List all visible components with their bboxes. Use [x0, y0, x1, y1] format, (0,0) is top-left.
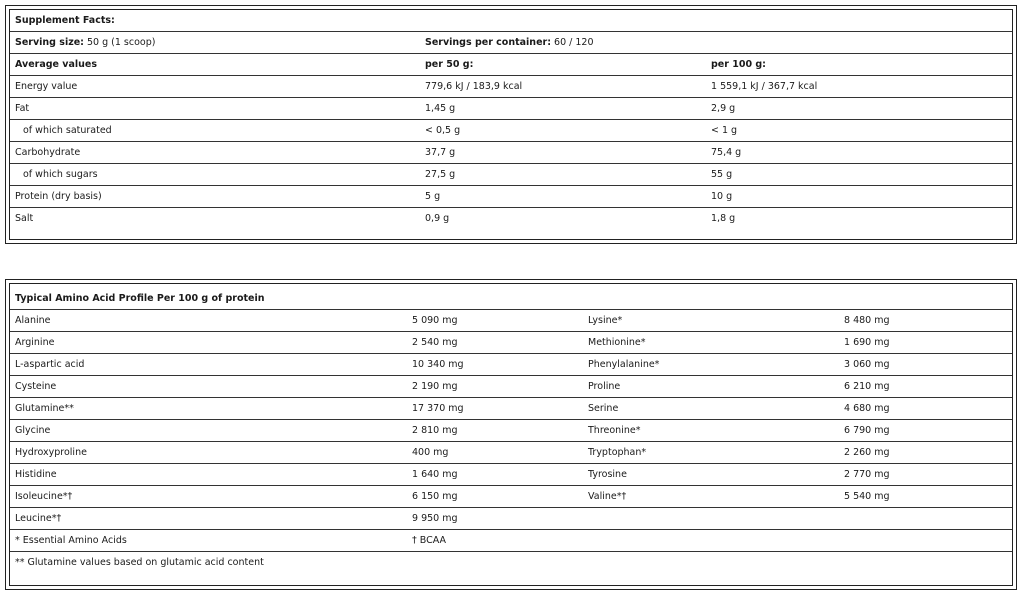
- table-row: [10, 464, 1012, 486]
- table-row: [10, 76, 1012, 98]
- servings-value: 60 / 120: [551, 37, 594, 48]
- nutrient-per-100g: 2,9 g: [711, 103, 736, 114]
- nutrient-per-50g: 779,6 kJ / 183,9 kcal: [425, 81, 523, 92]
- nutrient-per-50g: < 0,5 g: [425, 125, 461, 136]
- nutrient-name: of which sugars: [23, 169, 98, 180]
- amino-title: Typical Amino Acid Profile Per 100 g of protein: [15, 293, 265, 304]
- amino-name: Threonine*: [588, 425, 641, 436]
- amino-name: Valine*†: [588, 491, 627, 502]
- amino-value: 17 370 mg: [412, 403, 464, 414]
- amino-value: 3 060 mg: [844, 359, 890, 370]
- footnote-row: [10, 552, 1012, 574]
- nutrient-per-50g: 0,9 g: [425, 213, 450, 224]
- nutrient-name: Fat: [15, 103, 30, 114]
- amino-value: 2 770 mg: [844, 469, 890, 480]
- amino-value: 2 260 mg: [844, 447, 890, 458]
- amino-name: Cysteine: [15, 381, 57, 392]
- amino-name: Methionine*: [588, 337, 646, 348]
- table-row: [10, 310, 1012, 332]
- amino-name: Glutamine**: [15, 403, 74, 414]
- amino-value: 4 680 mg: [844, 403, 890, 414]
- amino-name: Alanine: [15, 315, 51, 326]
- supplement-header-row: [10, 54, 1012, 76]
- amino-value: 1 690 mg: [844, 337, 890, 348]
- amino-value: 5 540 mg: [844, 491, 890, 502]
- header-average-values: Average values: [15, 59, 98, 70]
- amino-value: 10 340 mg: [412, 359, 464, 370]
- amino-name: Proline: [588, 381, 621, 392]
- nutrient-name: Protein (dry basis): [15, 191, 102, 202]
- glutamine-note: ** Glutamine values based on glutamic acid content: [15, 557, 264, 568]
- amino-name: Serine: [588, 403, 619, 414]
- essential-amino-note: * Essential Amino Acids: [15, 535, 127, 546]
- table-row: [10, 354, 1012, 376]
- amino-value: 6 210 mg: [844, 381, 890, 392]
- amino-value: 9 950 mg: [412, 513, 458, 524]
- nutrient-name: Salt: [15, 213, 34, 224]
- amino-value: 6 150 mg: [412, 491, 458, 502]
- header-per-50g: per 50 g:: [425, 59, 474, 70]
- table-row: [10, 508, 1012, 530]
- amino-value: 6 790 mg: [844, 425, 890, 436]
- amino-name: Histidine: [15, 469, 57, 480]
- table-row: [10, 142, 1012, 164]
- amino-value: 400 mg: [412, 447, 449, 458]
- nutrient-per-50g: 27,5 g: [425, 169, 456, 180]
- amino-name: Lysine*: [588, 315, 623, 326]
- nutrient-name: Carbohydrate: [15, 147, 81, 158]
- table-row: [10, 98, 1012, 120]
- footnote-row: [10, 530, 1012, 552]
- table-row: [10, 120, 1012, 142]
- nutrient-name: Energy value: [15, 81, 78, 92]
- amino-acid-inner-border: [9, 283, 1013, 586]
- serving-size: [15, 32, 155, 53]
- table-row: [10, 398, 1012, 420]
- nutrient-per-50g: 1,45 g: [425, 103, 456, 114]
- table-row: [10, 442, 1012, 464]
- table-row: [10, 376, 1012, 398]
- amino-acid-profile-table: [5, 279, 1017, 590]
- serving-size-value: 50 g (1 scoop): [83, 37, 156, 48]
- amino-value: 1 640 mg: [412, 469, 458, 480]
- amino-name: Phenylalanine*: [588, 359, 660, 370]
- nutrient-per-50g: 37,7 g: [425, 147, 456, 158]
- amino-value: 8 480 mg: [844, 315, 890, 326]
- table-row: [10, 208, 1012, 230]
- table-row: [10, 486, 1012, 508]
- supplement-title: Supplement Facts:: [15, 15, 115, 26]
- amino-name: Hydroxyproline: [15, 447, 87, 458]
- table-row: [10, 420, 1012, 442]
- table-row: [10, 164, 1012, 186]
- nutrient-per-100g: 75,4 g: [711, 147, 742, 158]
- table-row: [10, 332, 1012, 354]
- bcaa-note: † BCAA: [412, 535, 447, 546]
- serving-row: [10, 32, 1012, 54]
- nutrient-per-50g: 5 g: [425, 191, 441, 202]
- supplement-title-row: [10, 10, 1012, 32]
- nutrient-per-100g: 1 559,1 kJ / 367,7 kcal: [711, 81, 818, 92]
- nutrient-per-100g: 10 g: [711, 191, 733, 202]
- amino-value: 5 090 mg: [412, 315, 458, 326]
- nutrient-per-100g: 55 g: [711, 169, 733, 180]
- header-per-100g: per 100 g:: [711, 59, 766, 70]
- amino-name: Isoleucine*†: [15, 491, 73, 502]
- nutrient-per-100g: 1,8 g: [711, 213, 736, 224]
- amino-name: Tyrosine: [588, 469, 627, 480]
- amino-name: Leucine*†: [15, 513, 62, 524]
- supplement-facts-table: [5, 5, 1017, 244]
- supplement-facts-inner-border: [9, 9, 1013, 240]
- servings-label: Servings per container:: [425, 37, 552, 48]
- amino-value: 2 540 mg: [412, 337, 458, 348]
- nutrient-per-100g: < 1 g: [711, 125, 738, 136]
- amino-name: Glycine: [15, 425, 51, 436]
- nutrient-name: of which saturated: [23, 125, 112, 136]
- servings-per-container: [425, 32, 594, 53]
- amino-name: Arginine: [15, 337, 55, 348]
- amino-name: Tryptophan*: [588, 447, 647, 458]
- amino-value: 2 810 mg: [412, 425, 458, 436]
- table-row: [10, 186, 1012, 208]
- serving-size-label: Serving size:: [15, 37, 84, 48]
- amino-value: 2 190 mg: [412, 381, 458, 392]
- amino-name: L-aspartic acid: [15, 359, 85, 370]
- amino-title-row: [10, 288, 1012, 310]
